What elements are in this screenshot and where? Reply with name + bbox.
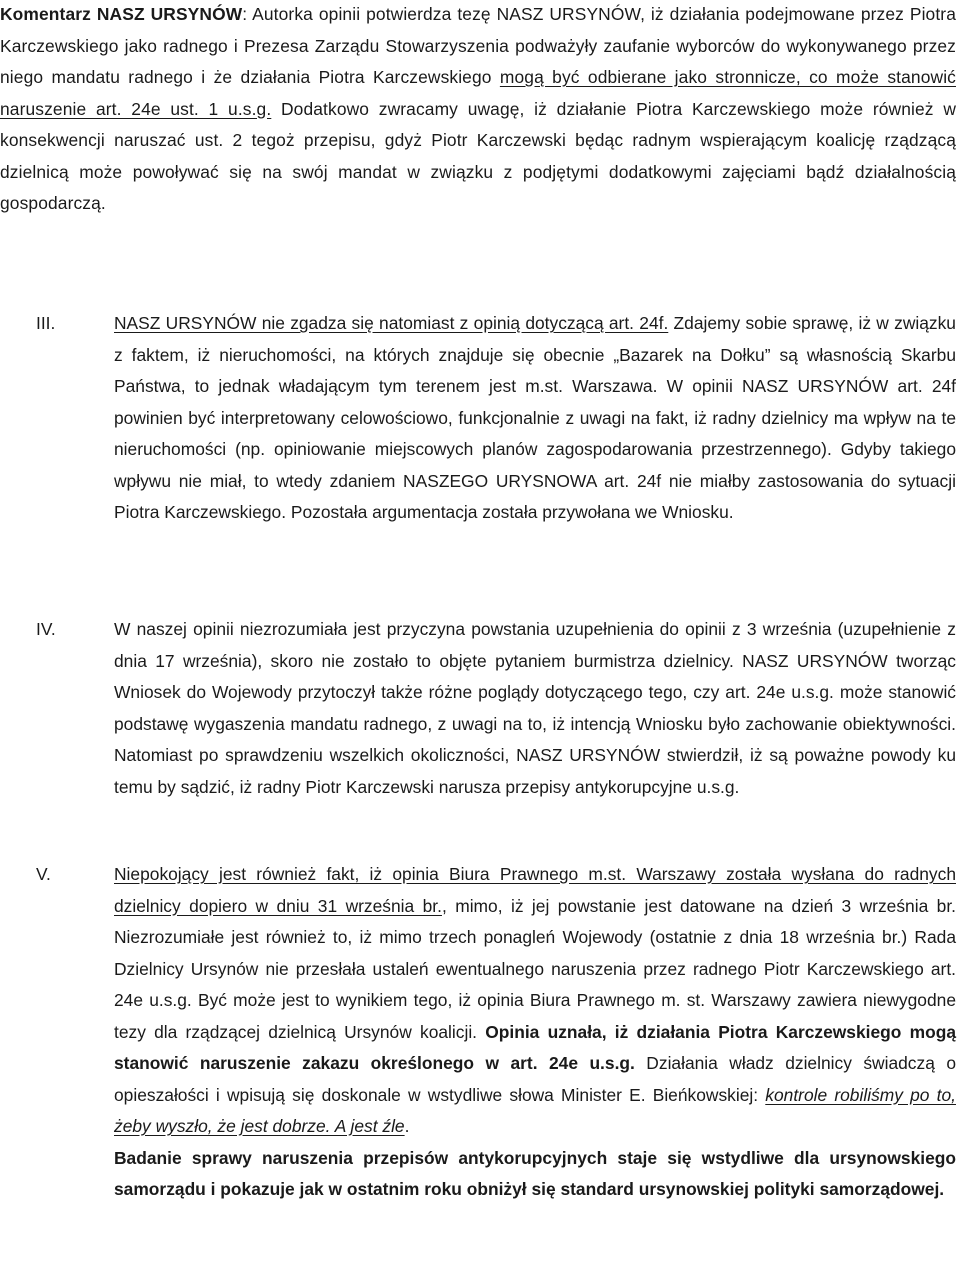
intro-underlined-text: mogą być odbierane jako stronnicze, co może stanowić naruszenie art. 24e ust. 1 u.s.g. <box>0 67 956 119</box>
section-bold-text: Opinia uznała, iż działania Piotra Karczewskiego mogą stanowić naruszenie zakazu określonego w art. 24e u.s.g. <box>114 1021 956 1073</box>
section-body <box>114 614 956 803</box>
quote-end: . <box>404 1116 410 1136</box>
section-text-part-2: Działania władz dzielnicy świadczą o opieszałości i wpisują się doskonale w wstydliwe słowa Minister E. Bieńkowskiej: <box>114 1053 956 1105</box>
section-underlined-text: Niepokojący jest również fakt, iż opinia Biura Prawnego m.st. Warszawy została wysłana do radnych dzielnicy dopiero w dniu 31 września br. <box>114 864 956 916</box>
section-text: W naszej opinii niezrozumiała jest przyczyna powstania uzupełnienia do opinii z 3 września (uzupełnienie z dnia 17 września), skoro nie zostało to objęte pytaniem burmistrza dzielnicy. NASZ URSYNÓW tworząc Wniosek do Wojewody przytoczył także różne poglądy dotyczącego tego, czy art. 24e u.s.g. może stanowić podstawę wygaszenia mandatu radnego, z uwagi na to, iż intencją Wniosku było zachowanie obiektywności. Natomiast po sprawdzeniu wszelkich okoliczności, NASZ URSYNÓW stwierdził, iż są poważne powody ku temu by sądzić, iż radny Piotr Karczewski narusza przepisy antykorupcyjne u.s.g. <box>114 619 956 797</box>
intro-paragraph <box>0 0 956 220</box>
intro-text-part-2: Dodatkowo zwracamy uwagę, iż działanie Piotra Karczewskiego może również w konsekwencji naruszać ust. 2 tegoż przepisu, gdyż Piotr Karczewski będąc radnym wspierającym koalicję rządzącą dzielnicą może powoływać się na swój mandat w związku z podjętymi dodatkowymi zajęciami bądź działalnością gospodarczą. <box>0 98 956 213</box>
section-text: Zdajemy sobie sprawę, iż w związku z faktem, iż nieruchomości, na których znajduje się obecnie „Bazarek na Dołku” są własnością Skarbu Państwa, to jednak władającym tym terenem jest m.st. Warszawa. W opinii NASZ URSYNÓW art. 24f powinien być interpretowany celowościowo, funkcjonalnie z uwagi na fakt, iż radny dzielnicy ma wpływ na te nieruchomości (np. opiniowanie miejscowych planów zagospodarowania przestrzennego). Gdyby takiego wpływu nie miał, to wtedy zdaniem NASZEGO URYSNOWA art. 24f nie miałby zastosowania do sytuacji Piotra Karczewskiego. Pozostała argumentacja została przywołana we Wniosku. <box>114 313 956 522</box>
section-number: III. <box>36 313 56 333</box>
section-underlined-text: NASZ URSYNÓW nie zgadza się natomiast z opinią dotyczącą art. 24f. <box>114 313 669 333</box>
final-bold-text: Badanie sprawy naruszenia przepisów antykorupcyjnych staje się wstydliwe dla ursynowskiego samorządu i pokazuje jak w ostatnim roku obniżył się standard ursynowskiej polityki samorządowej. <box>114 1147 956 1199</box>
intro-label: Komentarz NASZ URSYNÓW <box>0 4 243 24</box>
section-v <box>0 859 956 1206</box>
intro-text-part-1: : Autorka opinii potwierdza tezę NASZ URSYNÓW, iż działania podejmowane przez Piotra Karczewskiego jako radnego i Prezesa Zarządu Stowarzyszenia podważyły zaufanie wyborców do wykonywanego przez niego mandatu radnego i że działania Piotra Karczewskiego <box>0 4 957 87</box>
section-body <box>114 859 956 1143</box>
section-number: IV. <box>36 619 56 639</box>
section-text-part-1: , mimo, iż jej powstanie jest datowane na dzień 3 września br. Niezrozumiałe jest również to, iż mimo trzech ponagleń Wojewody (ostatnie z dnia 18 września br.) Rada Dzielnicy Ursynów nie przesłała ustaleń ewentualnego naruszenia przez radnego Piotr Karczewskiego art. 24e u.s.g. Być może jest to wynikiem tego, iż opinia Biura Prawnego m. st. Warszawy zawiera niewygodne tezy dla rządzącej dzielnicą Ursynów koalicji. <box>114 895 956 1042</box>
minister-quote: kontrole robiliśmy po to, żeby wyszło, że jest dobrze. A jest źle <box>114 1084 956 1136</box>
section-number: V. <box>36 864 51 884</box>
section-final-bold-paragraph <box>114 1143 956 1206</box>
section-body <box>114 308 956 529</box>
section-iii <box>0 308 956 529</box>
section-iv <box>0 614 956 803</box>
